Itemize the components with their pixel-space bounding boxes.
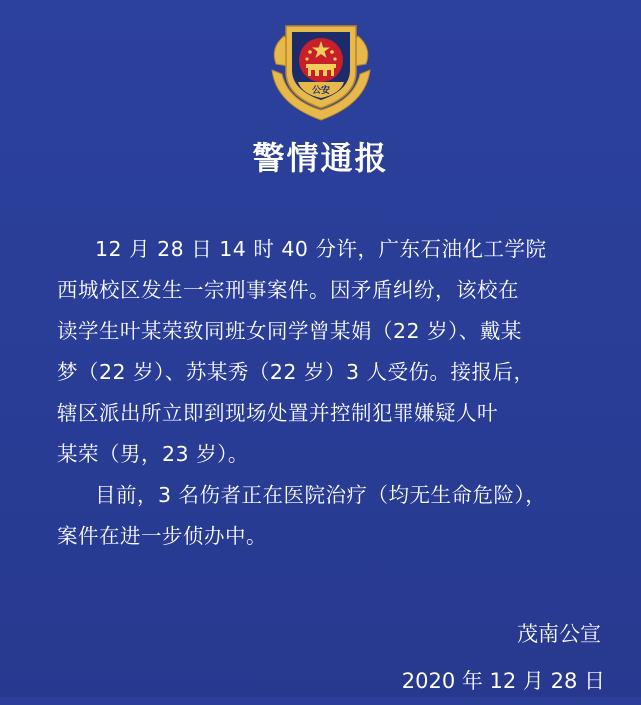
paragraph-2 [57,475,617,557]
issuer-name: 茂南公宣 [517,622,601,646]
issue-date: 2020 年 12 月 28 日 [401,669,605,693]
text-line: 12 月 28 日 14 时 40 分许，广东石油化工学院 [95,237,547,261]
text-line: 某荣（男，23 岁）。 [57,442,249,466]
page-title: 警情通报 [252,139,389,177]
police-emblem-icon [262,8,380,126]
signature-block [402,611,605,705]
text-line: 目前，3 名伤者正在医院治疗（均无生命危险）， [95,483,547,507]
text-line: 辖区派出所立即到现场处置并控制犯罪嫌疑人叶 [57,401,498,425]
notice-body [57,229,617,557]
text-line: 读学生叶某荣致同班女同学曾某娟（22 岁）、戴某 [57,319,522,343]
text-line: 案件在进一步侦办中。 [57,524,267,548]
text-line: 梦（22 岁）、苏某秀（22 岁）3 人受伤。接报后， [57,360,535,384]
paragraph-1 [57,229,617,475]
text-line: 西城校区发生一宗刑事案件。因矛盾纠纷，该校在 [57,278,519,302]
emblem-text: 公安 [311,86,331,96]
